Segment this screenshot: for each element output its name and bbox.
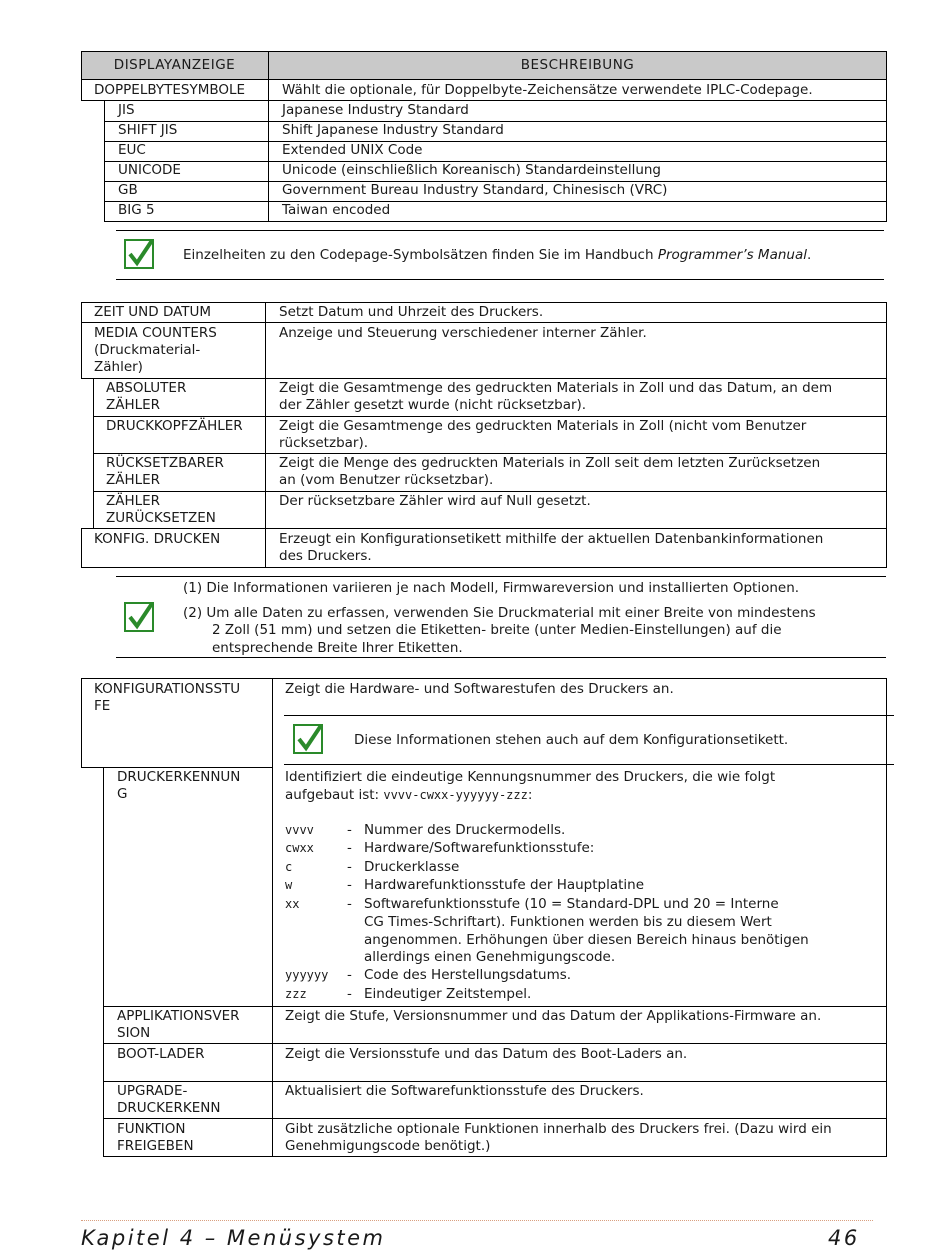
upg-desc: Aktualisiert die Softwarefunktionsstufe des Druckers. [285, 1083, 644, 1099]
abs-label: ZÄHLER [106, 397, 161, 413]
fk-label: FUNKTION [117, 1121, 186, 1137]
code-desc: Softwarefunktionsstufe (10 = Standard-DPL und 20 = Interne [364, 896, 779, 912]
doppelbyte-desc: Wählt die optionale, für Doppelbyte-Zeichensätze verwendete IPLC-Codepage. [282, 82, 813, 98]
abs-desc: Zeigt die Gesamtmenge des gedruckten Materials in Zoll und das Datum, an dem [279, 380, 833, 396]
code-key: zzz [285, 987, 307, 1001]
kd-desc: Erzeugt ein Konfigurationsetikett mithilfe der aktuellen Datenbankinformationen [279, 531, 824, 547]
code-key: xx [285, 897, 300, 911]
fk-desc: Gibt zusätzliche optionale Funktionen innerhalb des Druckers frei. (Dazu wird ein [285, 1121, 832, 1137]
media-label: Zähler) [94, 359, 143, 375]
row-label: UNICODE [118, 162, 181, 178]
dkenn-desc: aufgebaut ist: vvvv-cwxx-yyyyyy-zzz: [285, 787, 533, 803]
row-desc: Taiwan encoded [282, 202, 391, 218]
code-desc: allerdings einen Genehmigungscode. [364, 949, 616, 965]
code-desc: Eindeutiger Zeitstempel. [364, 986, 532, 1002]
zz-label: ZÄHLER [106, 493, 161, 509]
rz-desc: Zeigt die Menge des gedruckten Materials in Zoll seit dem letzten Zurücksetzen [279, 455, 821, 471]
note-line: (2) Um alle Daten zu erfassen, verwenden Sie Druckmaterial mit einer Breite von mindestens [183, 605, 816, 621]
dk-desc: rücksetzbar). [279, 435, 369, 451]
code-dash: - [347, 967, 352, 983]
konf-label: FE [94, 698, 111, 714]
checkmark-icon [124, 602, 154, 632]
kd-desc: des Druckers. [279, 548, 372, 564]
code-key: yyyyyy [285, 968, 329, 982]
row-desc: Shift Japanese Industry Standard [282, 122, 504, 138]
konf-note-text: Diese Informationen stehen auch auf dem Konfigurationsetikett. [354, 732, 789, 748]
row-label: EUC [118, 142, 146, 158]
checkmark-icon [293, 724, 323, 754]
row-label: BIG 5 [118, 202, 155, 218]
konf-desc: Zeigt die Hardware- und Softwarestufen des Druckers an. [285, 681, 674, 697]
note-line: (1) Die Informationen variieren je nach Modell, Firmwareversion und installierten Optionen. [183, 580, 800, 596]
zz-label: ZURÜCKSETZEN [106, 510, 216, 526]
dkenn-label: G [117, 786, 128, 802]
row-desc: Government Bureau Industry Standard, Chinesisch (VRC) [282, 182, 668, 198]
zeit-label: ZEIT UND DATUM [94, 304, 212, 320]
konf-label: KONFIGURATIONSSTU [94, 681, 241, 697]
code-dash: - [347, 986, 352, 1002]
zeit-desc: Setzt Datum und Uhrzeit des Druckers. [279, 304, 544, 320]
dkenn-label: DRUCKERKENNUN [117, 769, 241, 785]
dk-label: DRUCKKOPFZÄHLER [106, 418, 243, 434]
app-label: SION [117, 1025, 151, 1041]
abs-label: ABSOLUTER [106, 380, 187, 396]
upg-label: UPGRADE- [117, 1083, 188, 1099]
abs-desc: der Zähler gesetzt wurde (nicht rücksetzbar). [279, 397, 587, 413]
code-desc: Druckerklasse [364, 859, 460, 875]
code-dash: - [347, 840, 352, 856]
kd-label: KONFIG. DRUCKEN [94, 531, 221, 547]
footer-divider [81, 1220, 873, 1221]
row-desc: Unicode (einschließlich Koreanisch) Standardeinstellung [282, 162, 662, 178]
app-label: APPLIKATIONSVER [117, 1008, 240, 1024]
zz-desc: Der rücksetzbare Zähler wird auf Null gesetzt. [279, 493, 591, 509]
code-desc: Nummer des Druckermodells. [364, 822, 566, 838]
rz-label: RÜCKSETZBARER [106, 455, 224, 471]
code-dash: - [347, 822, 352, 838]
code-key: cwxx [285, 841, 314, 855]
footer-page-number: 46 [828, 1226, 860, 1250]
fk-label: FREIGEBEN [117, 1138, 194, 1154]
note-codepage-text: Einzelheiten zu den Codepage-Symbolsätzen finden Sie im Handbuch Programmer’s Manual. [183, 247, 812, 263]
code-desc: angenommen. Erhöhungen über diesen Bereich hinaus benötigen [364, 932, 809, 948]
row-label: GB [118, 182, 138, 198]
rz-desc: an (vom Benutzer rücksetzbar). [279, 472, 494, 488]
footer-chapter: Kapitel 4 – Menüsystem [81, 1226, 386, 1250]
row-desc: Extended UNIX Code [282, 142, 423, 158]
boot-desc: Zeigt die Versionsstufe und das Datum des Boot-Laders an. [285, 1046, 688, 1062]
code-dash: - [347, 877, 352, 893]
media-desc: Anzeige und Steuerung verschiedener interner Zähler. [279, 325, 647, 341]
code-key: w [285, 878, 293, 892]
code-key: c [285, 860, 293, 874]
dkenn-desc: Identifiziert die eindeutige Kennungsnummer des Druckers, die wie folgt [285, 769, 776, 785]
media-label: MEDIA COUNTERS [94, 325, 217, 341]
note-line: entsprechende Breite Ihrer Etiketten. [212, 640, 463, 656]
header-display: DISPLAYANZEIGE [113, 57, 236, 73]
app-desc: Zeigt die Stufe, Versionsnummer und das Datum der Applikations-Firmware an. [285, 1008, 822, 1024]
media-label: (Druckmaterial- [94, 342, 201, 358]
rz-label: ZÄHLER [106, 472, 161, 488]
header-description: BESCHREIBUNG [520, 57, 635, 73]
code-desc: CG Times-Schriftart). Funktionen werden bis zu diesem Wert [364, 914, 772, 930]
code-desc: Code des Herstellungsdatums. [364, 967, 572, 983]
doppelbyte-label: DOPPELBYTESYMBOLE [94, 82, 246, 98]
row-desc: Japanese Industry Standard [282, 102, 469, 118]
fk-desc: Genehmigungscode benötigt.) [285, 1138, 491, 1154]
code-key: vvvv [285, 823, 314, 837]
code-desc: Hardware/Softwarefunktionsstufe: [364, 840, 595, 856]
row-label: JIS [118, 102, 135, 118]
upg-label: DRUCKERKENN [117, 1100, 221, 1116]
code-desc: Hardwarefunktionsstufe der Hauptplatine [364, 877, 645, 893]
code-dash: - [347, 896, 352, 912]
row-label: SHIFT JIS [118, 122, 178, 138]
checkmark-icon [124, 239, 154, 269]
dk-desc: Zeigt die Gesamtmenge des gedruckten Materials in Zoll (nicht vom Benutzer [279, 418, 807, 434]
code-dash: - [347, 859, 352, 875]
boot-label: BOOT-LADER [117, 1046, 205, 1062]
note-line: 2 Zoll (51 mm) und setzen die Etiketten- breite (unter Medien-Einstellungen) auf die [212, 622, 782, 638]
